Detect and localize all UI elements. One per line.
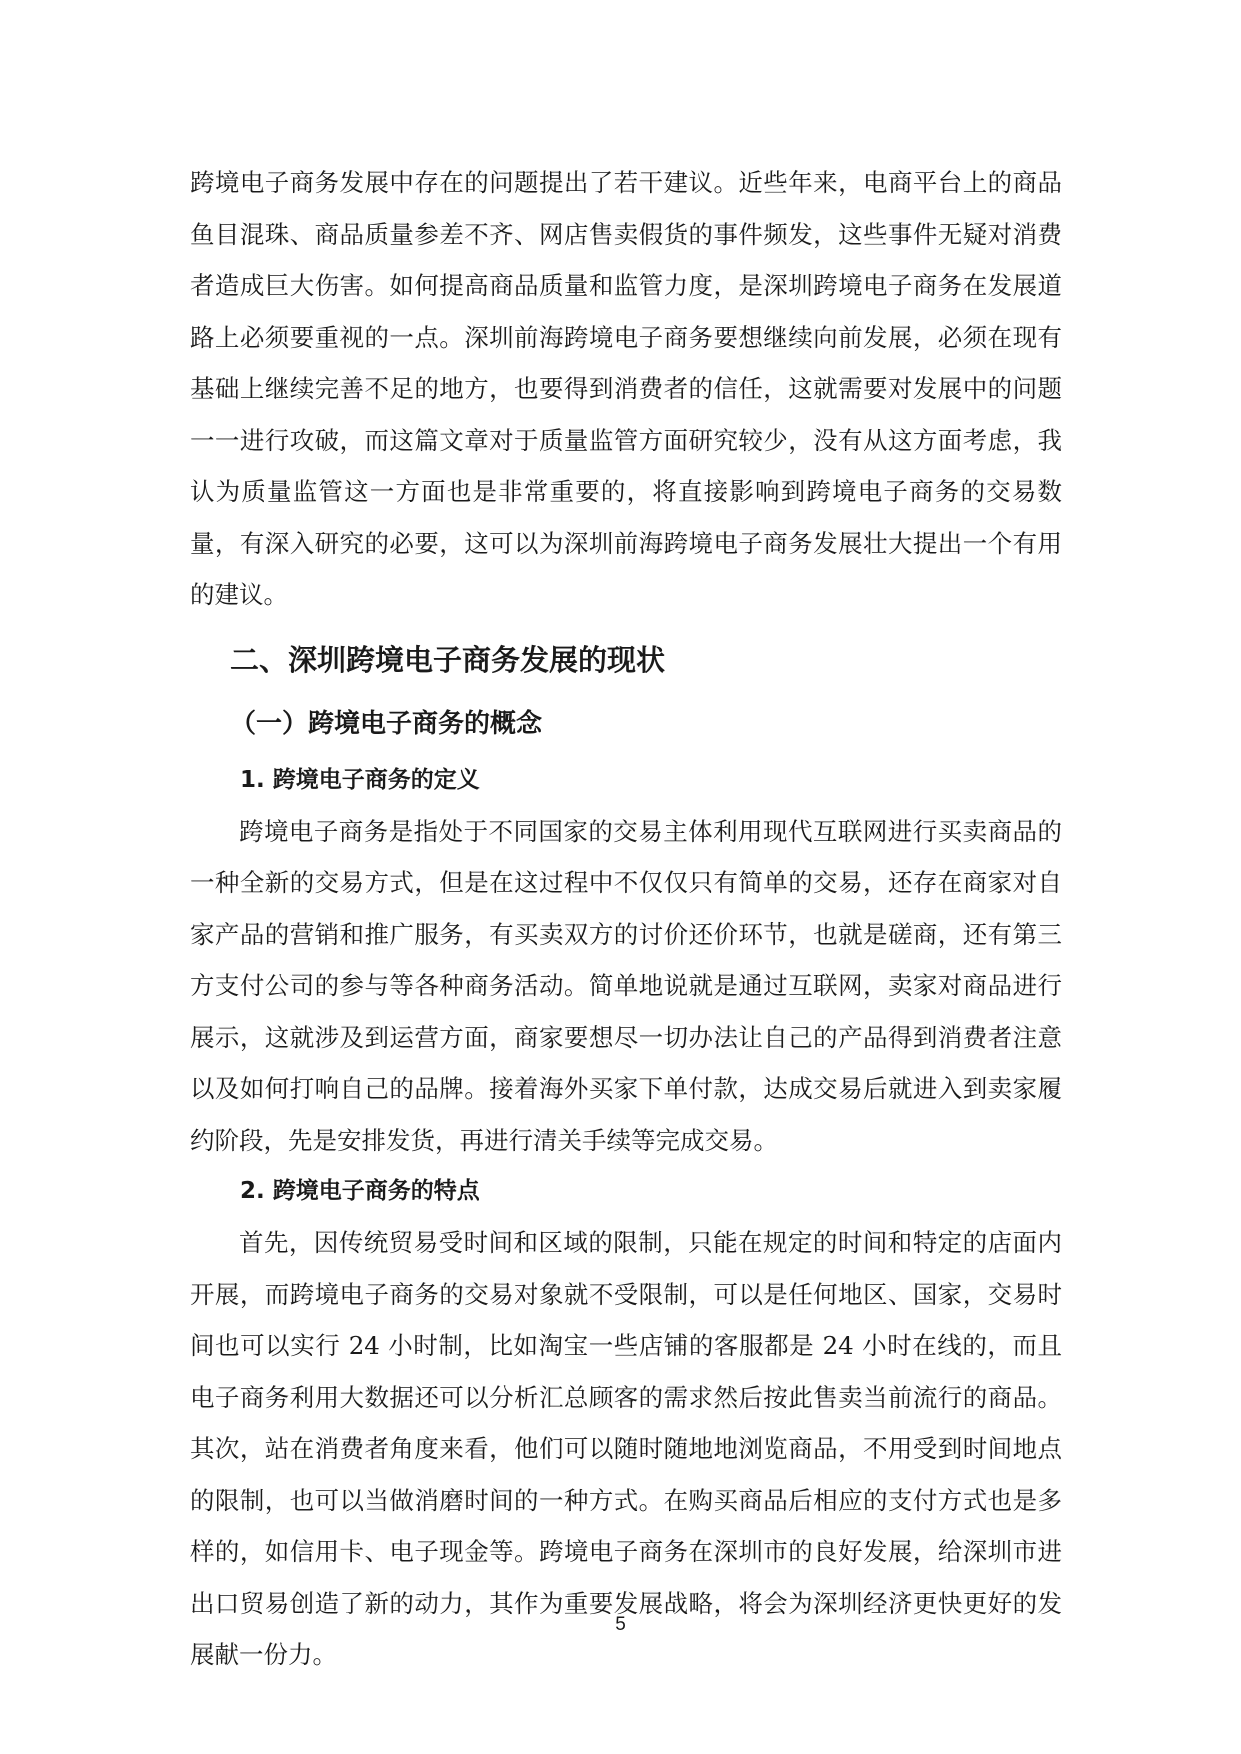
page-body bbox=[190, 157, 1062, 1681]
definition-paragraph: 跨境电子商务是指处于不同国家的交易主体利用现代互联网进行买卖商品的一种全新的交易方式，但是在这过程中不仅仅只有简单的交易，还存在商家对自家产品的营销和推广服务，有买卖双方的讨价还价环节，也就是磋商，还有第三方支付公司的参与等各种商务活动。简单地说就是通过互联网，卖家对商品进行展示，这就涉及到运营方面，商家要想尽一切办法让自己的产品得到消费者注意以及如何打响自己的品牌。接着海外买家下单付款，达成交易后就进入到卖家履约阶段，先是安排发货，再进行清关手续等完成交易。 bbox=[190, 816, 1062, 1155]
features-heading: 2. 跨境电子商务的特点 bbox=[240, 1178, 480, 1204]
page-number: 5 bbox=[615, 1614, 626, 1635]
intro-paragraph: 跨境电子商务发展中存在的问题提出了若干建议。近些年来，电商平台上的商品鱼目混珠、商品质量参差不齐、网店售卖假货的事件频发，这些事件无疑对消费者造成巨大伤害。如何提高商品质量和监管力度，是深圳跨境电子商务在发展道路上必须要重视的一点。深圳前海跨境电子商务要想继续向前发展，必须在现有基础上继续完善不足的地方，也要得到消费者的信任，这就需要对发展中的问题一一进行攻破，而这篇文章对于质量监管方面研究较少，没有从这方面考虑，我认为质量监管这一方面也是非常重要的，将直接影响到跨境电子商务的交易数量，有深入研究的必要，这可以为深圳前海跨境电子商务发展壮大提出一个有用的建议。 bbox=[190, 168, 1062, 609]
section-heading: 二、深圳跨境电子商务发展的现状 bbox=[230, 642, 666, 677]
subsection-heading: （一）跨境电子商务的概念 bbox=[230, 708, 543, 739]
features-paragraph: 首先，因传统贸易受时间和区域的限制，只能在规定的时间和特定的店面内开展，而跨境电子商务的交易对象就不受限制，可以是任何地区、国家，交易时间也可以实行 24 小时制，比如淘宝一些店铺的客服都是 24 小时在线的，而且电子商务利用大数据还可以分析汇总顾客的需求然后按此售卖当前流行的商品。其次，站在消费者角度来看，他们可以随时随地地浏览商品，不用受到时间地点的限制，也可以当做消磨时间的一种方式。在购买商品后相应的支付方式也是多样的，如信用卡、电子现金等。跨境电子商务在深圳市的良好发展，给深圳市进出口贸易创造了新的动力，其作为重要发展战略，将会为深圳经济更快更好的发展献一份力。 bbox=[190, 1228, 1062, 1669]
definition-heading: 1. 跨境电子商务的定义 bbox=[240, 766, 480, 793]
